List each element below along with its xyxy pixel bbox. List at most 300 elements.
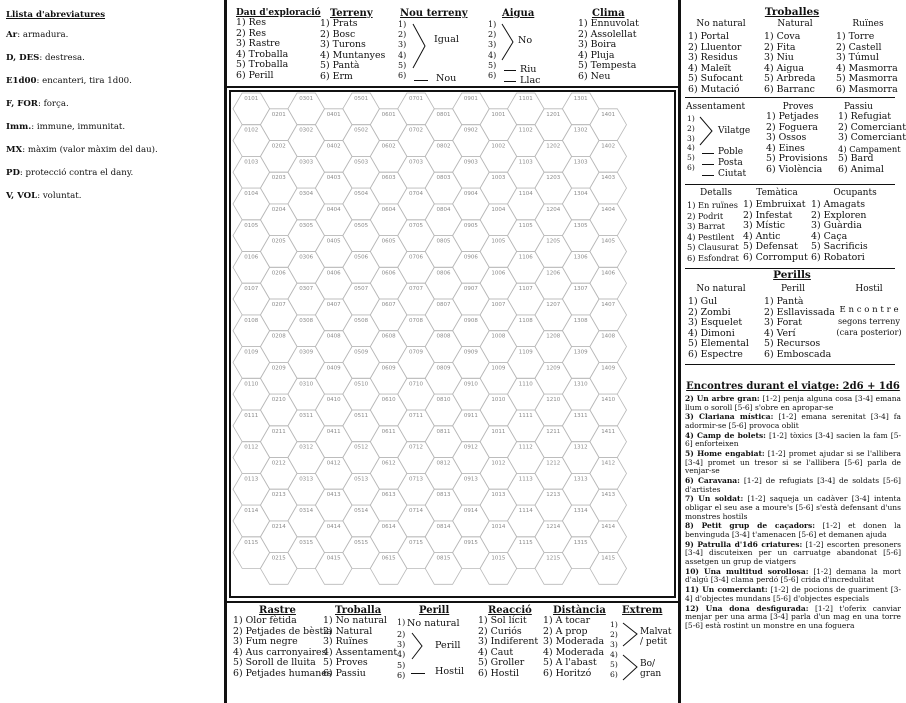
terreny-title: Terreny: [330, 8, 373, 19]
hex-number: 0314: [299, 508, 314, 515]
roll-number: 1): [488, 20, 497, 29]
table-item: 6) Hostil: [478, 667, 519, 679]
hex-number: 0805: [436, 238, 451, 245]
table-item: 4) Pluja: [578, 49, 615, 61]
table-item: 4) Maleït: [688, 62, 732, 74]
hex-number: 0912: [463, 444, 478, 451]
dash: [414, 80, 428, 81]
roll-number: 4): [398, 50, 407, 60]
riu-label: Riu: [520, 64, 537, 75]
table-item: 1) Res: [236, 17, 267, 28]
hex-number: 0814: [436, 523, 451, 530]
hex-number: 0303: [299, 159, 314, 166]
table-item: 4) Muntanyes: [320, 49, 386, 61]
hex-number: 0505: [354, 222, 369, 229]
table-item: 4) Troballa: [236, 48, 289, 60]
table-item: 1) Gul: [688, 296, 718, 307]
encounters-table: [685, 381, 901, 632]
roll-number: 6): [398, 71, 407, 81]
dash: [504, 70, 516, 71]
hex-number: 0501: [354, 96, 369, 102]
table-item: 4) Campament: [838, 143, 901, 154]
hex-number: 1404: [601, 206, 616, 213]
table-item: 6) Erm: [320, 70, 353, 82]
table-item: 5) Pantà: [320, 60, 360, 72]
table-item: 2) Assolellat: [578, 28, 637, 40]
hex-number: 1311: [573, 413, 588, 419]
hex-number: 0609: [381, 365, 396, 372]
hex-map[interactable]: [229, 90, 676, 598]
clima-table: [578, 8, 639, 83]
roll-number: 2): [397, 630, 406, 639]
hex-number: 1415: [601, 555, 616, 562]
roll-number: 6): [687, 162, 695, 172]
hex-number: 0706: [409, 254, 423, 261]
hex-number: 1108: [518, 317, 533, 324]
hex-number: 0213: [271, 492, 286, 499]
hex-number: 0110: [244, 381, 259, 388]
bo-label: Bo/: [640, 659, 656, 669]
hostil-note: (cara posterior): [836, 327, 902, 337]
hex-number: 0915: [463, 539, 478, 546]
hex-number: 0202: [271, 143, 286, 150]
hex-number: 0502: [354, 127, 369, 134]
hex-number: 0207: [271, 302, 286, 308]
table-item: 3) Esquelet: [688, 317, 743, 329]
hex-number: 0701: [409, 96, 423, 102]
left-divider: [224, 0, 227, 703]
hex-number: 0412: [326, 460, 341, 467]
hex-number: 1204: [546, 206, 561, 213]
troballa-table: [323, 605, 397, 680]
hex-number: 1214: [546, 523, 561, 530]
table-item: 6) Passiu: [323, 667, 366, 679]
hex-number: 0903: [463, 159, 478, 166]
roll-number: 3): [687, 133, 695, 143]
hex-number: 1305: [573, 222, 588, 229]
table-item: 4) Assentament: [323, 646, 398, 658]
hex-number: 0711: [409, 413, 423, 419]
roll-number: 4): [687, 143, 695, 153]
right-divider: [678, 0, 681, 703]
table-item: 2) Zombi: [688, 306, 731, 318]
reaccio-table: [478, 605, 538, 680]
dash: [411, 673, 425, 674]
table-item: 1) Torre: [836, 31, 875, 42]
extrem-table: [610, 605, 676, 685]
roll-number: 3): [610, 640, 618, 649]
dau-exploracio-table: [236, 8, 321, 82]
hex-number: 0802: [436, 143, 451, 150]
hex-number: 0515: [354, 539, 369, 546]
hex-number: 0413: [326, 492, 341, 499]
table-item: 4) Antic: [743, 230, 781, 242]
hex-number: 0708: [409, 317, 423, 324]
encounter-entry: 10) Una multitud sorollosa: [1-2] demana la mort d'algú [3-4] clama perdó [5-6] crida d'incredulitat: [685, 566, 901, 585]
hex-number: 1211: [546, 428, 561, 435]
hex-number: 1203: [546, 175, 561, 182]
hex-number: 1006: [491, 270, 506, 277]
table-item: 3) Moderada: [543, 636, 605, 648]
table-item: 5) Elemental: [688, 338, 749, 350]
table-item: 1) No natural: [323, 615, 387, 626]
table-item: 4) Verí: [764, 327, 796, 339]
table-item: 2) Infestat: [743, 209, 793, 221]
abbreviation-entry: F, FOR: força.: [6, 99, 69, 109]
nou-terreny-table: [398, 8, 478, 84]
hex-number: 1101: [518, 96, 533, 102]
roll-number: 6): [397, 670, 406, 680]
column-head: Ruïnes: [852, 19, 884, 29]
hostil-note: E n c o n t r e: [839, 305, 899, 315]
hex-number: 1310: [573, 381, 588, 388]
hex-number: 1304: [573, 191, 588, 198]
table-item: 2) Petjades de bèstia: [233, 625, 332, 637]
hex-number: 1103: [518, 159, 533, 166]
table-item: 6) Neu: [578, 70, 611, 82]
hex-number: 1314: [573, 508, 588, 515]
table-item: 5) Sufocant: [688, 73, 743, 85]
hex-number: 0713: [409, 476, 423, 483]
table-item: 5) Sacrificis: [811, 241, 868, 253]
hex-number: 1104: [518, 191, 533, 198]
table-item: 2) Fita: [764, 41, 796, 53]
hex-number: 1201: [546, 111, 561, 118]
roll-number: 4): [488, 50, 497, 60]
hex-number: 1106: [518, 254, 533, 261]
tematica-table: [743, 188, 811, 264]
brace-icon: [411, 631, 425, 663]
hex-number: 1213: [546, 492, 561, 499]
table-item: 1) A tocar: [543, 615, 591, 626]
roll-number: 2): [687, 123, 695, 133]
table-item: 2) Castell: [836, 41, 882, 53]
hex-number: 0105: [244, 222, 259, 229]
hex-number: 1113: [518, 476, 533, 483]
aigua-table: [488, 8, 568, 84]
table-item: 2) Curiós: [478, 625, 522, 637]
encounter-entry: 3) Clariana mística: [1-2] emana serenitat [3-4] fa adormir-se [5-6] provoca oblit: [685, 412, 902, 430]
hex-number: 1014: [491, 523, 506, 530]
hex-number: 0602: [381, 143, 396, 150]
hex-number: 0306: [299, 254, 314, 261]
hex-number: 1307: [573, 286, 588, 293]
troballes-title: Troballes: [764, 6, 820, 18]
hex-number: 0511: [354, 413, 369, 419]
table-item: 2) Exploren: [811, 209, 867, 221]
hex-number: 0311: [299, 413, 314, 419]
hex-number: 0913: [463, 476, 478, 483]
bottom-section-rule: [224, 601, 680, 603]
hex-number: 0909: [463, 349, 478, 356]
abbreviation-entry: PD: protecció contra el dany.: [6, 168, 134, 178]
hex-number: 0212: [271, 460, 286, 467]
table-item: 5) Tempesta: [578, 60, 637, 72]
hex-number: 0614: [381, 523, 396, 530]
hex-number: 0610: [381, 397, 396, 404]
hex-number: 1210: [546, 397, 561, 404]
hex-number: 1109: [518, 349, 533, 356]
hex-number: 1309: [573, 349, 588, 356]
hex-number: 0113: [244, 476, 259, 483]
hex-number: 0214: [271, 523, 286, 530]
column-head: Hostil: [855, 284, 883, 294]
hex-number: 1105: [518, 222, 533, 229]
hex-number: 0613: [381, 492, 396, 499]
hex-number: 0803: [436, 175, 451, 182]
ocupants-table: [811, 188, 899, 264]
hex-number: 0301: [299, 96, 314, 102]
table-item: 3) Ossos: [766, 132, 807, 144]
hex-number: 1013: [491, 492, 506, 499]
assentament-table: [686, 102, 766, 182]
table-item: 4) Masmorra: [836, 62, 898, 74]
hex-number: 0810: [436, 397, 451, 404]
hex-number: 0815: [436, 555, 451, 562]
abbreviation-entry: V, VOL: voluntat.: [6, 191, 82, 201]
encounter-entry: 5) Home engabiat: [1-2] promet ajudar si se l'allibera [3-4] promet un tresor si se l'allibera [5-6] parla de venjar-se: [685, 449, 901, 476]
table-item: 3) Rastre: [236, 38, 281, 50]
table-item: 4) Caut: [478, 646, 514, 658]
column-head: Detalls: [700, 188, 732, 198]
table-item: 3) Túmul: [836, 52, 879, 64]
hex-number: 0411: [326, 428, 341, 435]
table-item: 1) Refugiat: [838, 111, 892, 122]
table-item: 1) En ruïnes: [687, 200, 738, 210]
brace-icon: [412, 22, 428, 72]
hex-number: 0403: [326, 175, 341, 182]
table-item: 3) Místic: [743, 220, 786, 232]
petit-label: / petit: [640, 637, 668, 647]
hex-number: 0611: [381, 428, 396, 435]
table-item: 2) Foguera: [766, 121, 818, 133]
detalls-table: [687, 188, 745, 264]
hex-number: 0313: [299, 476, 314, 483]
hex-number: 0606: [381, 270, 396, 277]
roll-number: 2): [398, 30, 407, 40]
table-item: 6) Espectre: [688, 348, 743, 360]
hex-number: 0910: [463, 381, 478, 388]
hex-number: 1205: [546, 238, 561, 245]
hex-number: 1011: [491, 428, 506, 435]
hex-number: 0205: [271, 238, 286, 245]
roll-number: 5): [397, 660, 406, 670]
roll-number: 6): [488, 71, 497, 81]
hex-number: 0812: [436, 460, 451, 467]
hex-number: 0409: [326, 365, 341, 372]
table-item: 4) Caça: [811, 230, 848, 242]
hex-number: 0801: [436, 111, 451, 118]
hex-number: 0310: [299, 381, 314, 388]
distancia-table: [543, 605, 606, 680]
hex-number: 0508: [354, 317, 369, 324]
table-item: 6) Mutació: [688, 83, 740, 95]
malvat-label: Malvat: [640, 627, 672, 637]
hex-number: 0512: [354, 444, 369, 451]
reaccio-title: Reacció: [488, 605, 532, 616]
table-item: 5) Groller: [478, 657, 525, 669]
table-item: 3) Forat: [764, 317, 803, 329]
brace-icon: [622, 653, 640, 683]
table-item: 4) Pestilent: [687, 231, 735, 242]
roll-number: 5): [488, 60, 497, 70]
table-item: 3) Fum negre: [233, 636, 298, 648]
column-head: Passiu: [844, 102, 873, 112]
hex-number: 0302: [299, 127, 314, 134]
perills-hostil: [836, 284, 902, 338]
table-item: 6) Emboscada: [764, 348, 832, 360]
hex-number: 1115: [518, 539, 533, 546]
table-item: 6) Petjades humanes: [233, 667, 332, 679]
rastre-title: Rastre: [259, 605, 296, 616]
hex-number: 0210: [271, 397, 286, 404]
encounter-entry: 6) Caravana: [1-2] de refugiats [3-4] de soldats [5-6] d'artistes: [685, 476, 901, 494]
table-item: 2) Bosc: [320, 28, 356, 40]
roll-number: 4): [397, 650, 406, 660]
column-head: Perill: [781, 284, 805, 294]
hex-number: 1207: [546, 302, 561, 308]
table-item: 2) Res: [236, 27, 267, 39]
perills-title: Perills: [773, 269, 811, 281]
table-item: 1) Cova: [764, 31, 801, 42]
table-item: 4) Aus carronyaires: [233, 646, 327, 658]
table-item: 2) Esllavissada: [764, 306, 835, 318]
table-item: 1) Embruixat: [743, 199, 806, 210]
hex-number: 0307: [299, 286, 314, 293]
table-item: 2) Podrit: [687, 210, 724, 221]
hex-number: 0806: [436, 270, 451, 277]
hex-grid[interactable]: [231, 92, 674, 596]
hex-number: 0712: [409, 444, 423, 451]
abbreviation-entry: D, DES: destresa.: [6, 53, 85, 63]
vilatge-label: Vilatge: [718, 126, 751, 136]
hex-number: 0402: [326, 143, 341, 150]
hex-number: 0507: [354, 286, 369, 293]
hex-number: 0703: [409, 159, 423, 166]
hex-number: 0414: [326, 523, 341, 530]
table-item: 5) Bard: [838, 153, 874, 165]
roll-number: 5): [610, 660, 618, 669]
hex-number: 0107: [244, 286, 259, 293]
hex-number: 0109: [244, 349, 259, 356]
hex-number: 0612: [381, 460, 396, 467]
hex-number: 1414: [601, 523, 616, 530]
hex-number: 0710: [409, 381, 423, 388]
hex-number: 0401: [326, 111, 341, 118]
dau-exploracio-title: Dau d'exploració: [236, 8, 321, 18]
column-head: Ocupants: [833, 188, 877, 198]
column-head: Proves: [782, 102, 814, 112]
table-item: 1) Ennuvolat: [578, 18, 639, 29]
table-item: 5) Provisions: [766, 153, 828, 165]
hex-number: 0203: [271, 175, 286, 182]
table-item: 2) Lluentor: [688, 41, 742, 53]
hex-number: 0415: [326, 555, 341, 562]
hex-number: 1303: [573, 159, 588, 166]
table-item: 2) A prop: [543, 625, 588, 637]
hex-number: 1107: [518, 286, 533, 293]
hex-number: 0809: [436, 365, 451, 372]
hex-number: 1212: [546, 460, 561, 467]
hex-number: 0908: [463, 317, 478, 324]
hex-number: 1408: [601, 333, 616, 340]
hex-number: 0902: [463, 127, 478, 134]
right-rule-4: [685, 364, 895, 365]
table-item: 3) Boira: [578, 39, 617, 51]
hex-number: 1112: [518, 444, 533, 451]
roll-number: 3): [397, 640, 406, 650]
hex-number: 0503: [354, 159, 369, 166]
table-item: 6) Corromput: [743, 251, 808, 263]
hex-number: 1406: [601, 270, 616, 277]
troballa-title: Troballa: [335, 605, 382, 616]
hex-number: 0513: [354, 476, 369, 483]
hex-number: 1007: [491, 302, 506, 308]
table-item: 4) Dimoni: [688, 327, 735, 339]
roll-number: 6): [610, 670, 618, 679]
hex-number: 0813: [436, 492, 451, 499]
hex-number: 0308: [299, 317, 314, 324]
hex-number: 0201: [271, 111, 286, 118]
perill-label: Perill: [435, 640, 461, 651]
table-item: 1) Sol lícit: [478, 615, 527, 626]
roll-number: 3): [488, 40, 497, 50]
hex-number: 1002: [491, 143, 506, 150]
hex-number: 0906: [463, 254, 478, 261]
hex-number: 0607: [381, 302, 396, 308]
table-item: 6) Barranc: [764, 83, 815, 95]
rastre-table: [233, 605, 332, 680]
table-item: 1) Pantà: [764, 296, 804, 307]
encounter-entry: 11) Un comerciant: [1-2] de pocions de guariment [3-4] d'objectes mundans [5-6] d'objectes especials: [685, 585, 901, 603]
hex-number: 0914: [463, 508, 478, 515]
table-item: 3) Barrat: [687, 221, 725, 232]
hex-number: 0406: [326, 270, 341, 277]
hex-number: 1402: [601, 143, 616, 150]
hex-number: 0808: [436, 333, 451, 340]
roll-number: 2): [488, 30, 497, 40]
table-item: 6) Violència: [766, 163, 823, 175]
table-item: 1) Petjades: [766, 111, 819, 122]
hex-number: 1102: [518, 127, 533, 134]
hex-number: 0305: [299, 222, 314, 229]
hex-number: 0510: [354, 381, 369, 388]
hex-number: 0104: [244, 191, 259, 198]
roll-number: 1): [398, 20, 407, 29]
roll-number: 4): [610, 650, 618, 659]
table-item: 3) Niu: [764, 52, 794, 64]
hex-number: 1206: [546, 270, 561, 277]
column-head: No natural: [696, 19, 746, 29]
hostil-note: segons terreny: [837, 316, 900, 326]
roll-number: 2): [610, 630, 618, 639]
hex-number: 1301: [573, 96, 588, 102]
hex-number: 0905: [463, 222, 478, 229]
encounter-entry: 2) Un arbre gran: [1-2] penja alguna cosa [3-4] emana llum o soroll [5-6] s'obre en apropar-se: [685, 394, 901, 412]
hex-number: 0911: [463, 413, 478, 419]
hex-number: 0715: [409, 539, 423, 546]
abbreviation-entry: MX: màxim (valor màxim del dau).: [6, 145, 158, 155]
roll-number: 1): [397, 618, 406, 627]
hex-number: 1215: [546, 555, 561, 562]
hex-number: 0405: [326, 238, 341, 245]
perill-table: [397, 605, 473, 685]
table-item: 4) Eines: [766, 142, 805, 154]
hex-number: 0506: [354, 254, 369, 261]
table-item: 6) Esfondrat: [687, 252, 739, 263]
hex-number: 0608: [381, 333, 396, 340]
hex-number: 0714: [409, 508, 423, 515]
